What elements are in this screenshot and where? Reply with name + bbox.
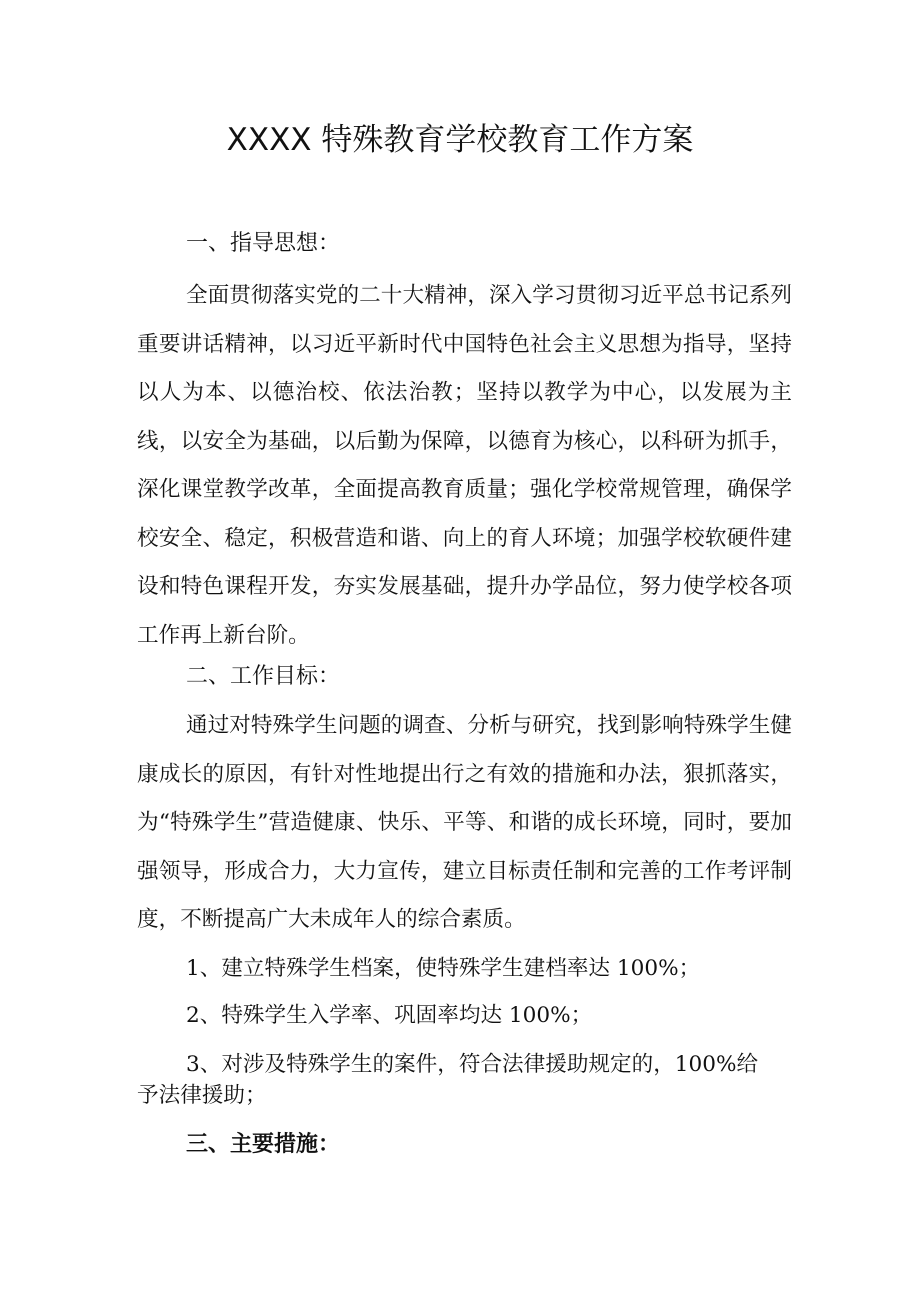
- goal-item-3: 3、对涉及特殊学生的案件，符合法律援助规定的，100%给予法律援助；: [137, 1052, 759, 1108]
- section-heading-main-measures: 三、主要措施：: [186, 1132, 341, 1157]
- goal-item-2: 2、特殊学生入学率、巩固率均达 100%；: [186, 1003, 593, 1028]
- section-paragraph-guiding-ideology: 全面贯彻落实党的二十大精神，深入学习贯彻习近平总书记系列重要讲话精神，以习近平新时代中国特色社会主义思想为指导，坚持以人为本、以德治校、依法治教；坚持以教学为中心，以发展为主线，以安全为基础，以后勤为保障，以德育为核心，以科研为抓手，深化课堂教学改革，全面提高教育质量；强化学校常规管理，确保学校安全、稳定，积极营造和谐、向上的育人环境；加强学校软硬件建设和特色课程开发，夯实发展基础，提升办学品位，努力使学校各项工作再上新台阶。: [137, 283, 792, 648]
- document-title: XXXX 特殊教育学校教育工作方案: [226, 122, 694, 158]
- section-heading-guiding-ideology: 一、指导思想：: [186, 231, 341, 256]
- goal-item-1: 1、建立特殊学生档案，使特殊学生建档率达 100%；: [186, 956, 701, 981]
- section-heading-work-goals: 二、工作目标：: [186, 664, 341, 689]
- section-paragraph-work-goals: 通过对特殊学生问题的调查、分析与研究，找到影响特殊学生健康成长的原因，有针对性地提出行之有效的措施和办法，狠抓落实，为“特殊学生”营造健康、快乐、平等、和谐的成长环境，同时，要加强领导，形成合力，大力宣传，建立目标责任制和完善的工作考评制度，不断提高广大未成年人的综合素质。: [137, 713, 792, 932]
